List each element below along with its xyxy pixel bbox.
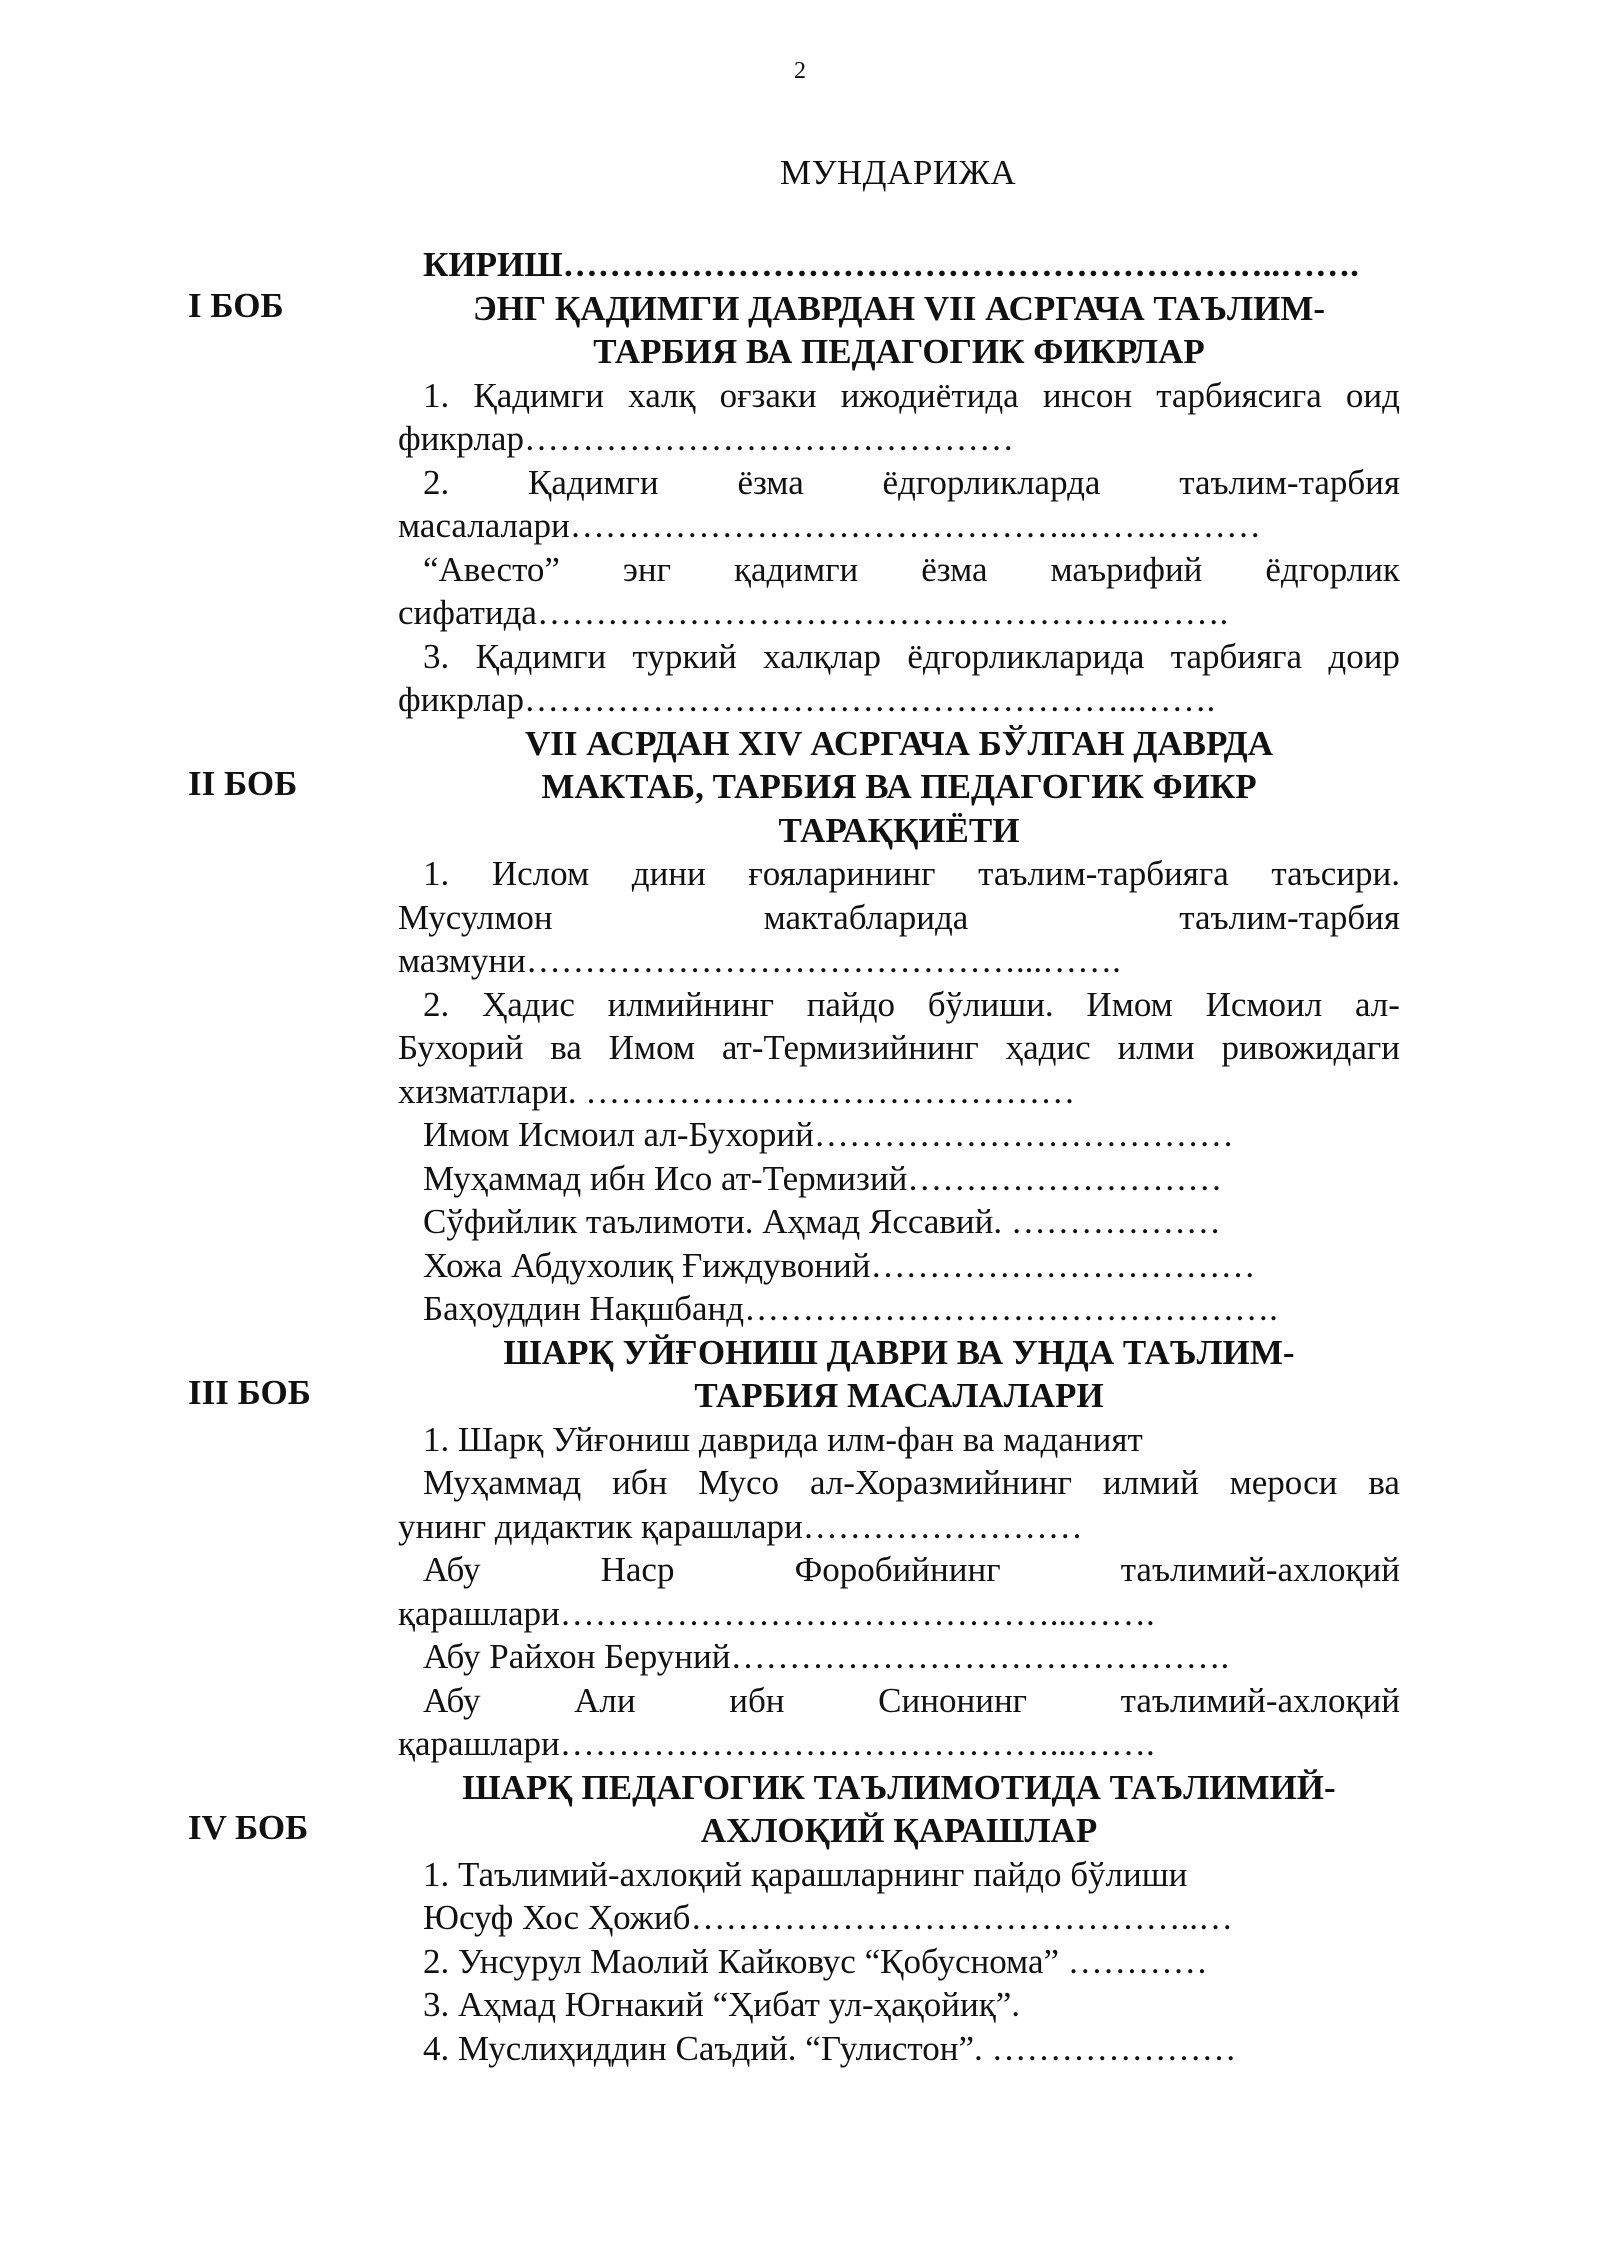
- chapter-2-title-line-2: МАКТАБ, ТАРБИЯ ВА ПЕДАГОГИК ФИКР: [541, 767, 1257, 806]
- toc-entry-line: фикрлар……………………………………: [398, 419, 1014, 458]
- toc-entry-line: 1. Шарқ Уйғониш даврида илм-фан ва маданият: [423, 1419, 1143, 1459]
- chapter-3-title-line-1: ШАРҚ УЙҒОНИШ ДАВРИ ВА УНДА ТАЪЛИМ-: [503, 1332, 1295, 1372]
- chapter-1-title-line-2: ТАРБИЯ ВА ПЕДАГОГИК ФИКРЛАР: [593, 332, 1205, 371]
- toc-entry-line: Муҳаммад ибн Мусо ал-Хоразмийнинг илмий мероси ва: [423, 1463, 1400, 1502]
- document-title: МУНДАРИЖА: [780, 153, 1017, 192]
- toc-entry-line: фикрлар……………………………………………..…….: [398, 680, 1216, 719]
- chapter-1-title-line-1: ЭНГ ҚАДИМГИ ДАВРДАН VII АСРГАЧА ТАЪЛИМ-: [472, 288, 1326, 328]
- chapter-4-title-line-2: АХЛОҚИЙ ҚАРАШЛАР: [700, 1811, 1098, 1850]
- toc-entry-line: 3. Аҳмад Югнакий “Ҳибат ул-ҳақойиқ”.: [423, 1985, 1020, 2024]
- toc-entry-line: Абу Райхон Беруний…………………………………….: [423, 1637, 1230, 1676]
- toc-entry-line: қарашлари……………………………………...…….: [398, 1593, 1155, 1633]
- toc-entry-line: қарашлари……………………………………...…….: [398, 1724, 1155, 1763]
- toc-entry-line: Бухорий ва Имом ат-Термизийнинг ҳадис илми ривожидаги: [398, 1028, 1400, 1067]
- chapter-2-title-line-3: ТАРАҚҚИЁТИ: [778, 810, 1020, 850]
- toc-entry-line: масалалари……………………………………..…….………: [398, 506, 1262, 545]
- toc-entry-line: Имом Исмоил ал-Бухорий………………………………: [423, 1115, 1234, 1154]
- chapter-2-title-line-1: VII АСРДАН XIV АСРГАЧА БЎЛГАН ДАВРДА: [525, 723, 1273, 763]
- toc-entry-line: Мусулмон мактабларида таълим-тарбия: [398, 897, 1400, 937]
- chapter-label-1: I БОБ: [188, 286, 284, 325]
- toc-entry-line: 1. Қадимги халқ оғзаки ижодиётида инсон тарбиясига оид: [423, 375, 1400, 415]
- chapter-label-2: II БОБ: [188, 764, 298, 803]
- toc-entry-line: унинг дидактик қарашлари……………………: [398, 1506, 1083, 1546]
- toc-entry-line: 3. Қадимги туркий халқлар ёдгорликларида тарбияга доир: [423, 636, 1400, 676]
- toc-entry-line: 1. Таълимий-ахлоқий қарашларнинг пайдо бўлиши: [423, 1854, 1188, 1894]
- toc-entry-line: 2. Ҳадис илмийнинг пайдо бўлиши. Имом Исмоил ал-: [423, 984, 1400, 1024]
- toc-entry-line: Юсуф Хос Ҳожиб……………………………………..…: [423, 1898, 1233, 1937]
- toc-entry-line: Баҳоуддин Нақшбанд……………………………………….: [423, 1289, 1278, 1328]
- toc-entry-line: 1. Ислом дини ғояларининг таълим-тарбияга таъсири.: [423, 854, 1400, 893]
- toc-entry-line: Хожа Абдухолиқ Ғиждувоний……………………………: [423, 1245, 1256, 1285]
- toc-entry-line: Муҳаммад ибн Исо ат-Термизий………………………: [423, 1158, 1223, 1198]
- chapter-4-title-line-1: ШАРҚ ПЕДАГОГИК ТАЪЛИМОТИДА ТАЪЛИМИЙ-: [462, 1767, 1336, 1807]
- toc-entry-line: мазмуни……………………………………...…….: [398, 941, 1121, 980]
- toc-entry-line: Сўфийлик таълимоти. Аҳмад Яссавий. ………………: [423, 1202, 1221, 1241]
- toc-entry-line: 2. Қадимги ёзма ёдгорликларда таълим-тарбия: [423, 462, 1400, 502]
- toc-entry-line: сифатида……………………………………………..…….: [398, 593, 1229, 632]
- chapter-3-title-line-2: ТАРБИЯ МАСАЛАЛАРИ: [694, 1376, 1104, 1415]
- chapter-label-4: IV БОБ: [188, 1808, 309, 1847]
- toc-entry-line: хизматлари. ……………………………………: [398, 1071, 1076, 1111]
- table-of-contents: [398, 243, 1400, 2070]
- toc-entry-line: Абу Али ибн Синонинг таълимий-ахлоқий: [423, 1680, 1400, 1720]
- toc-entry-line: Абу Наср Форобийнинг таълимий-ахлоқий: [423, 1550, 1400, 1589]
- chapter-label-3: III БОБ: [188, 1373, 311, 1412]
- toc-entry-line: “Авесто” энг қадимги ёзма маърифий ёдгорлик: [423, 549, 1400, 589]
- toc-intro: КИРИШ……………………………………………………..…….: [423, 245, 1359, 284]
- toc-entry-line: 4. Муслиҳиддин Саъдий. “Гулистон”. …………………: [423, 2028, 1237, 2068]
- toc-entry-line: 2. Унсурул Маолий Кайковус “Қобуснома” …………: [423, 1941, 1208, 1981]
- page-number: 2: [794, 58, 806, 84]
